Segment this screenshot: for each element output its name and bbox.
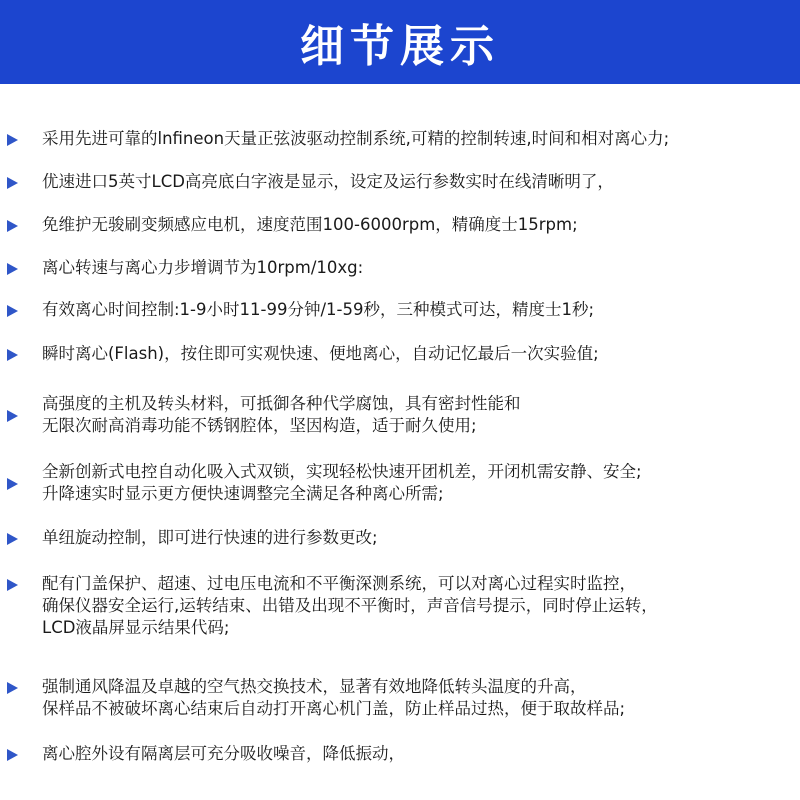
- triangle-bullet-icon: [7, 177, 18, 189]
- list-item-text: [42, 128, 794, 150]
- page-title: 细节展示: [300, 21, 500, 72]
- list-item-text: [42, 299, 794, 321]
- list-item-line: 优速进口5英寸LCD高亮底白字液是显示，设定及运行参数实时在线清晰明了，: [42, 172, 614, 191]
- list-item-line: 离心腔外设有隔离层可充分吸收噪音，降低振动，: [42, 744, 405, 763]
- list-item-line: 全新创新式电控自动化吸入式双锁，实现轻松快速开团机差，开闭机需安静、安全;: [42, 462, 642, 481]
- list-item-text: [42, 393, 794, 437]
- list-item-line: LCD液晶屏显示结果代码;: [42, 618, 230, 637]
- list-item-line: 单纽旋动控制，即可进行快速的进行参数更改;: [42, 528, 378, 547]
- list-item-text: [42, 461, 794, 505]
- list-item-line: 强制通风降温及卓越的空气热交换技术，显著有效地降低转头温度的升高，: [42, 677, 587, 696]
- list-item-line: 确保仪器安全运行,运转结束、出错及出现不平衡时，声音信号提示，同时停止运转，: [42, 596, 658, 615]
- list-item-line: 升降速实时显示更方便快速调整完全满足各种离心所需;: [42, 484, 444, 503]
- triangle-bullet-icon: [7, 134, 18, 146]
- list-item-line: 高强度的主机及转头材料，可抵御各种代学腐蚀，具有密封性能和: [42, 394, 521, 413]
- triangle-bullet-icon: [7, 478, 18, 490]
- list-item-text: [42, 171, 794, 193]
- list-item-text: [42, 743, 794, 765]
- list-item-line: 保样品不被破坏离心结束后自动打开离心机门盖，防止样品过热，便于取故样品;: [42, 699, 626, 718]
- triangle-bullet-icon: [7, 579, 18, 591]
- list-item-line: 采用先进可靠的lnfineon天量正弦波驱动控制系统,可精的控制转速,时间和相对离心力;: [42, 129, 670, 148]
- header-banner: [0, 0, 800, 84]
- list-item-line: 免维护无骏刷变频感应电机，速度范围100-6000rpm，精确度士15rpm;: [42, 215, 578, 234]
- list-item-line: 离心转速与离心力步增调节为10rpm/10xg:: [42, 258, 364, 277]
- triangle-bullet-icon: [7, 349, 18, 361]
- triangle-bullet-icon: [7, 749, 18, 761]
- triangle-bullet-icon: [7, 682, 18, 694]
- list-item-line: 瞬时离心(Flash)，按住即可实观快速、便地离心，自动记忆最后一次实验值;: [42, 344, 599, 363]
- list-item-line: 无限次耐高消毒功能不锈钢腔体，坚因构造，适于耐久使用;: [42, 416, 477, 435]
- list-item-line: 配有门盖保护、超速、过电压电流和不平衡深测系统，可以对离心过程实时监控，: [42, 574, 636, 593]
- triangle-bullet-icon: [7, 305, 18, 317]
- list-item-text: [42, 214, 794, 236]
- list-item-text: [42, 527, 794, 549]
- list-item-line: 有效离心时间控制:1-9小时11-99分钟/1-59秒，三种模式可达，精度士1秒;: [42, 300, 595, 319]
- list-item-text: [42, 573, 794, 639]
- list-item-text: [42, 676, 794, 720]
- triangle-bullet-icon: [7, 533, 18, 545]
- triangle-bullet-icon: [7, 220, 18, 232]
- list-item-text: [42, 257, 794, 279]
- triangle-bullet-icon: [7, 410, 18, 422]
- triangle-bullet-icon: [7, 263, 18, 275]
- list-item-text: [42, 343, 794, 365]
